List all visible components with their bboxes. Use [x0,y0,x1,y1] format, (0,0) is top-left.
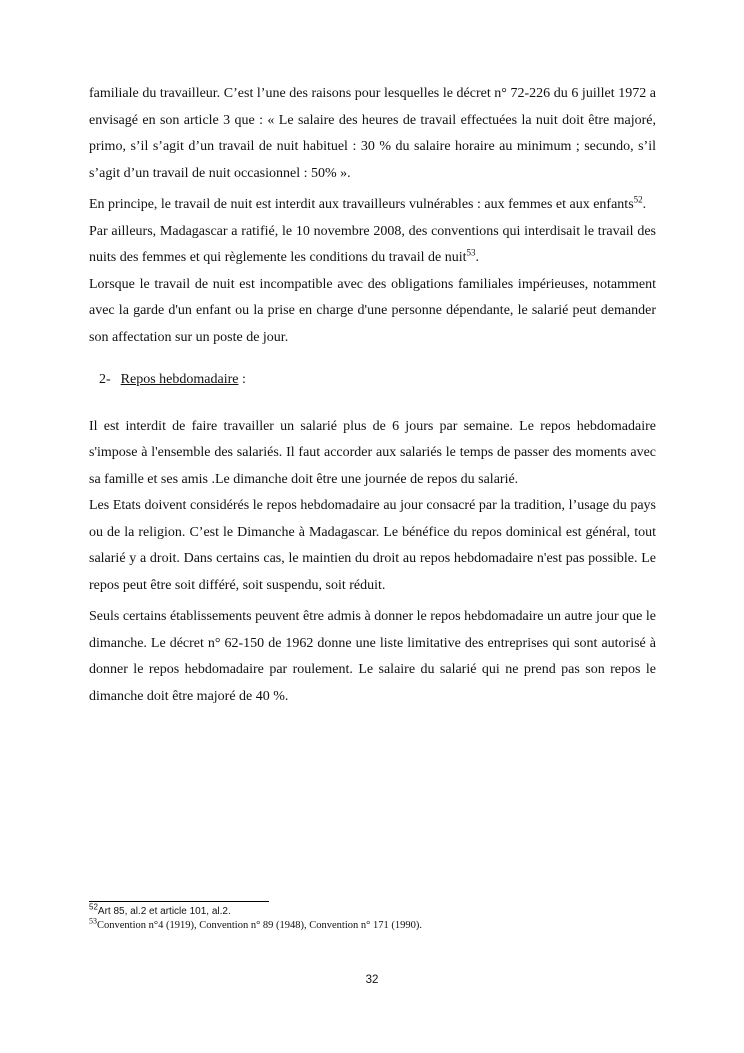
footnote-ref-52[interactable]: 52 [633,194,643,205]
paragraph-weekly-rest-rule: Il est interdit de faire travailler un salarié plus de 6 jours par semaine. Le repos hebdomadaire s'impose à l'ensemble des salariés. Il faut accorder aux salariés le temps de passer des moments avec sa famille et ses amis .Le dimanche doit être une journée de repos du salarié. [89,418,656,487]
section-number: 2- [99,372,111,387]
section-title: Repos hebdomadaire [120,372,239,387]
paragraph-conventions [89,219,656,272]
paragraph-exceptions: Seuls certains établissements peuvent être admis à donner le repos hebdomadaire un autre jour que le dimanche. Le décret n° 62-150 de 1962 donne une liste limitative des entreprises qui sont autorisé à donner le repos hebdomadaire par roulement. Le salaire du salarié qui ne prend pas son repos le dimanche doit être majoré de 40 %. [89,609,656,704]
page-body [89,81,656,710]
paragraph-family-obligations: Lorsque le travail de nuit est incompatible avec des obligations familiales impérieuses, notamment avec la garde d'un enfant ou la prise en charge d'une personne dépendante, le salarié peut demander son affectation sur un poste de jour. [89,276,656,345]
paragraph-end: . [642,197,647,212]
footnote-52 [89,902,656,919]
paragraph-text: En principe, le travail de nuit est interdit aux travailleurs vulnérables : aux femmes et aux enfants [89,197,634,212]
footnote-text: Art 85, al.2 et article 101, al.2. [97,906,231,917]
paragraph-sunday-rest: Les Etats doivent considérés le repos hebdomadaire au jour consacré par la tradition, l’usage du pays ou de la religion. C’est le Dimanche à Madagascar. Le bénéfice du repos dominical est général, tout salarié y a droit. Dans certains cas, le maintien du droit au repos hebdomadaire n'est pas possible. Le repos peut être soit différé, soit suspendu, soit réduit. [89,498,656,593]
paragraph-end: . [475,250,480,265]
footnote-53 [89,916,656,933]
paragraph-night-work-pay: familiale du travailleur. C’est l’une des raisons pour lesquelles le décret n° 72-226 du 6 juillet 1972 a envisagé en son article 3 que : « Le salaire des heures de travail effectuées la nuit doit être majoré, primo, s’il s’agit d’un travail de nuit habituel : 30 % du salaire horaire au minimum ; secundo, s’il s’agit d’un travail de nuit occasionnel : 50% ». [89,86,656,181]
footnote-separator [89,901,269,902]
paragraph-night-work-ban [89,192,656,219]
section-suffix: : [238,372,246,387]
footnotes [89,902,656,933]
section-heading [89,367,656,394]
footnote-ref-53[interactable]: 53 [466,247,476,258]
footnote-number: 53 [89,916,97,926]
footnote-text: Convention n°4 (1919), Convention n° 89 (1948), Convention n° 171 (1990). [97,920,422,931]
footnote-number: 52 [89,902,98,912]
paragraph-text: Par ailleurs, Madagascar a ratifié, le 10 novembre 2008, des conventions qui interdisait le travail des nuits des femmes et qui règlemente les conditions du travail de nuit [89,223,656,265]
page-number: 32 [365,974,379,986]
